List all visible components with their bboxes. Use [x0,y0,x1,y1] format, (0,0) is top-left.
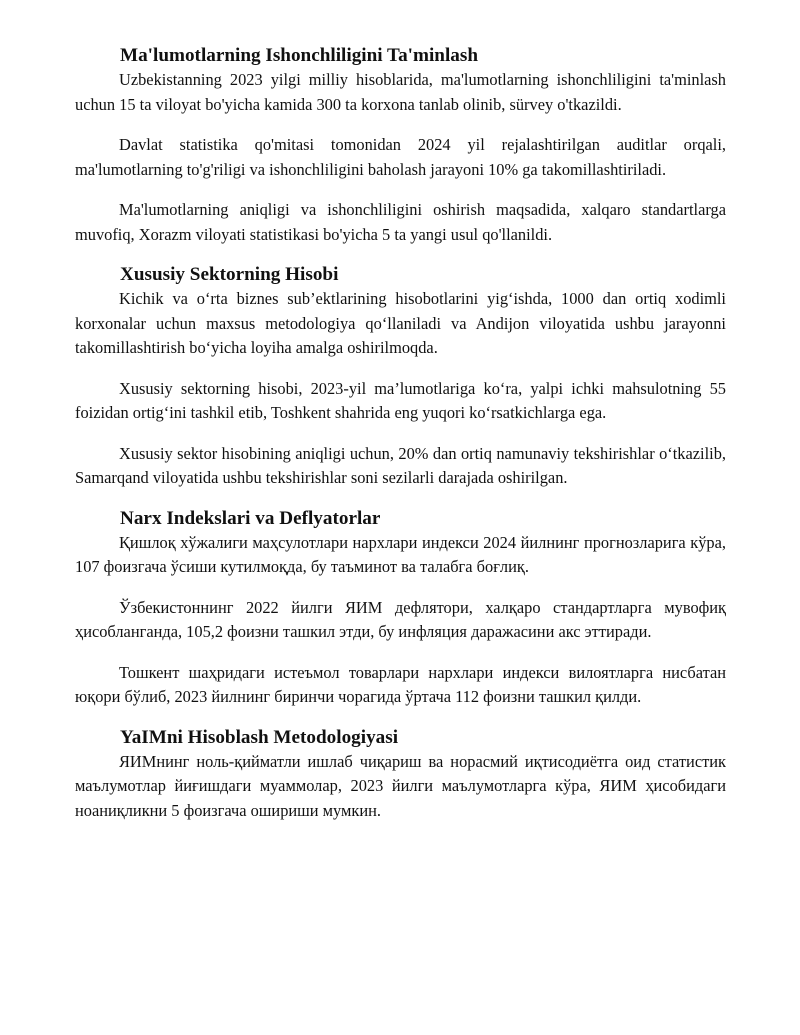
section-private-sector [75,263,726,491]
paragraph: Қишлоқ хўжалиги маҳсулотлари нархлари индекси 2024 йилнинг прогнозларига кўра, 107 фоизгача ўсиши кутилмоқда, бу таъминот ва талабга боғлиқ. [75,532,726,576]
section-heading: Ma'lumotlarning Ishonchliligini Ta'minlash [120,45,478,66]
section-data-reliability [75,44,726,247]
paragraph: Xususiy sektor hisobining aniqligi uchun, 20% dan ortiq namunaviy tekshirishlar o‘tkazilib, Samarqand viloyatida ushbu tekshirishlar soni sezilarli darajada oshirilgan. [75,443,726,487]
section-gdp-methodology [75,726,726,824]
paragraph: Ma'lumotlarning aniqligi va ishonchliligini oshirish maqsadida, xalqaro standartlarga muvofiq, Xorazm viloyati statistikasi bo'yicha 5 ta yangi usul qo'llanildi. [75,200,726,244]
paragraph: Kichik va o‘rta biznes sub’ektlarining hisobotlarini yig‘ishda, 1000 dan ortiq xodimli korxonalar uchun maxsus metodologiya qo‘llaniladi va Andijon viloyatida ushbu jarayonni takomillashtirish bo‘yicha loyiha amalga oshirilmoqda. [75,289,726,357]
paragraph: Тошкент шаҳридаги истеъмол товарлари нархлари индекси вилоятларга нисбатан юқори бўлиб, 2023 йилнинг биринчи чорагида ўртача 112 фоизни ташкил қилди. [75,662,726,706]
paragraph: Davlat statistika qo'mitasi tomonidan 2024 yil rejalashtirilgan auditlar orqali, ma'lumotlarning to'g'riligi va ishonchliligini baholash jarayoni 10% ga takomillashtiriladi. [75,135,726,179]
section-heading: Narx Indekslari va Deflyatorlar [120,507,381,529]
paragraph: Uzbekistanning 2023 yilgi milliy hisoblarida, ma'lumotlarning ishonchliligini ta'minlash uchun 15 ta viloyat bo'yicha kamida 300 ta korxona tanlab olinib, sürvey o'tkazildi. [75,70,726,114]
section-heading: YaIMni Hisoblash Metodologiyasi [120,726,399,748]
paragraph: ЯИМнинг ноль-қийматли ишлаб чиқариш ва норасмий иқтисодиётга оид статистик маълумотлар йиғишдаги муаммолар, 2023 йилги маълумотларга кўра, ЯИМ ҳисобидаги ноаниқликни 5 фоизгача ошириши мумкин. [75,751,726,820]
section-price-indices [75,507,726,710]
section-heading: Xususiy Sektorning Hisobi [120,264,339,285]
document-page [75,44,726,823]
paragraph: Xususiy sektorning hisobi, 2023-yil ma’lumotlariga ko‘ra, yalpi ichki mahsulotning 55 foizidan ortig‘ini tashkil etib, Toshkent shahrida eng yuqori ko‘rsatkichlarga ega. [75,378,726,422]
paragraph: Ўзбекистоннинг 2022 йилги ЯИМ дефлятори, халқаро стандартларга мувофиқ ҳисоблангандa, 105,2 фоизни ташкил этди, бу инфляция даражасини акс эттиради. [75,597,726,641]
